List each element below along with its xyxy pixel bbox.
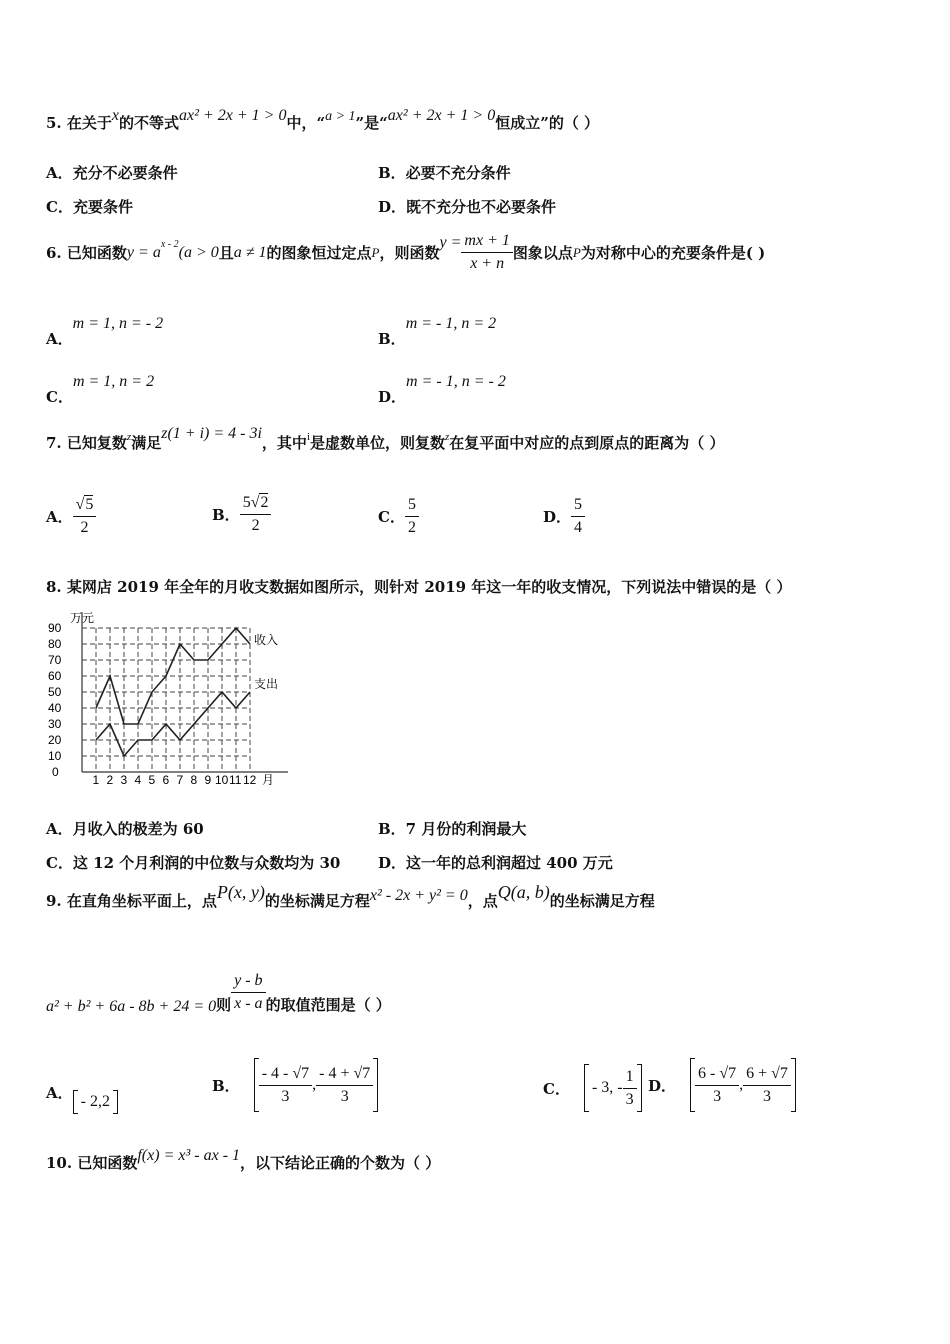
x-tick-label: 10 xyxy=(215,773,229,787)
q7-z-2: z xyxy=(445,431,450,443)
x-tick-label: 5 xyxy=(148,773,156,787)
q6-text: ，则函数 xyxy=(379,244,440,262)
q7-option-a-denominator: 2 xyxy=(80,519,89,536)
y-tick-label: 90 xyxy=(48,621,62,635)
q5-stem xyxy=(46,107,600,133)
x-tick-label: 8 xyxy=(190,773,198,787)
q9-option-c-interval xyxy=(584,1064,642,1112)
q6-y: y = xyxy=(439,233,462,251)
q9-option-c[interactable] xyxy=(543,1064,642,1112)
q6-option-d-value: m = - 1, n = - 2 xyxy=(406,373,506,390)
q9-option-a-label: A． xyxy=(46,1083,73,1102)
q9-option-b-den-2: 3 xyxy=(340,1087,349,1105)
q7-text: ，其中 xyxy=(261,434,307,452)
q7-stem xyxy=(46,425,725,453)
q10-text: 已知函数 xyxy=(77,1154,138,1172)
y-axis-label: 万元 xyxy=(70,611,95,625)
q7-option-b-fraction: $\frac{5√2}{2}$ xyxy=(240,494,272,535)
q5-option-b[interactable]: B．必要不充分条件 xyxy=(378,164,511,182)
q9-text: 的坐标满足方程 xyxy=(549,892,655,910)
q9-text: 的坐标满足方程 xyxy=(264,892,370,910)
q5-option-a[interactable]: A．充分不必要条件 xyxy=(46,164,178,182)
q7-text: 已知复数 xyxy=(66,434,127,452)
q5-condition: a > 1 xyxy=(325,109,356,124)
q6-condition-2: a ≠ 1 xyxy=(233,243,267,261)
q8-option-c[interactable]: C．这 12 个月利润的中位数与众数均为 30 xyxy=(46,854,341,872)
q9-point-p: P(x, y) xyxy=(216,882,265,902)
q7-option-c[interactable] xyxy=(378,496,419,537)
q10-function: f(x) = x³ - ax - 1 xyxy=(137,1147,241,1164)
q10-text: ，以下结论正确的个数为（ ） xyxy=(240,1154,441,1172)
q6-function: y = a xyxy=(126,243,161,261)
x-tick-label: 6 xyxy=(162,773,170,787)
q8-option-a[interactable]: A．月收入的极差为 60 xyxy=(46,820,204,838)
q6-fraction-denominator: x + n xyxy=(470,255,505,272)
q6-stem xyxy=(46,232,765,273)
q7-option-b-denominator: 2 xyxy=(251,517,260,534)
q7-option-b-radicand: 2 xyxy=(260,494,269,511)
q5-var: x xyxy=(111,107,120,124)
q7-option-b[interactable] xyxy=(212,494,271,535)
q9-option-d-interval: $\frac{6 - √7}{3}$ , $\frac{6 + √7}{3}$ xyxy=(690,1058,796,1112)
q6-option-c-label: C． xyxy=(46,388,73,406)
q5-inequality-2: ax² + 2x + 1 > 0 xyxy=(387,107,496,124)
q9-text: 的取值范围是（ ） xyxy=(265,996,391,1014)
q9-option-a[interactable] xyxy=(46,1080,118,1110)
q6-option-a-value: m = 1, n = - 2 xyxy=(72,315,164,332)
q5-option-c[interactable]: C．充要条件 xyxy=(46,198,133,216)
q9-option-b-interval: $\frac{- 4 - √7}{3}$ , $\frac{- 4 + √7}{3}$ xyxy=(254,1058,379,1112)
q7-text: 是虚数单位，则复数 xyxy=(310,434,446,452)
q7-text: 在复平面中对应的点到原点的距离为（ ） xyxy=(449,434,725,452)
q6-option-c-value: m = 1, n = 2 xyxy=(72,373,155,390)
q9-fraction xyxy=(231,972,265,1013)
q9-equation-1: x² - 2x + y² = 0 xyxy=(369,887,468,904)
q7-option-c-fraction xyxy=(405,496,419,537)
x-tick-label: 9 xyxy=(204,773,212,787)
q7-option-d-denominator: 4 xyxy=(574,519,583,536)
q6-option-b[interactable] xyxy=(378,312,497,348)
q6-option-a-label: A． xyxy=(46,330,73,348)
q8-number: 8. xyxy=(46,578,62,596)
q6-option-a[interactable] xyxy=(46,312,164,348)
q5-text: 的不等式 xyxy=(119,114,180,132)
y-tick-label: 50 xyxy=(48,685,62,699)
q6-option-d-label: D． xyxy=(378,388,407,406)
q6-point: P xyxy=(371,244,380,260)
q9-option-d-num-2: 6 + √7 xyxy=(743,1065,791,1086)
q9-point-q: Q(a, b) xyxy=(497,882,550,902)
q6-text: 图象以点 xyxy=(512,244,573,262)
q6-option-c[interactable] xyxy=(46,370,155,406)
q9-option-d-den-2: 3 xyxy=(763,1087,772,1105)
q6-exponent: x - 2 xyxy=(160,239,179,250)
q5-text: 恒成立”的（ ） xyxy=(495,114,600,132)
y-tick-label: 70 xyxy=(48,653,62,667)
q6-option-d[interactable] xyxy=(378,370,506,406)
q9-option-c-label: C． xyxy=(543,1079,570,1098)
q9-option-a-interval xyxy=(73,1090,118,1114)
series-label: 支出 xyxy=(254,677,279,691)
q6-option-b-label: B． xyxy=(378,330,406,348)
q9-option-c-denominator: 3 xyxy=(625,1090,634,1108)
q9-number: 9. xyxy=(46,892,62,910)
q9-option-d-den-1: 3 xyxy=(713,1087,722,1105)
q7-number: 7. xyxy=(46,434,62,452)
q6-fraction xyxy=(461,232,512,273)
q7-option-c-numerator: 5 xyxy=(405,496,419,517)
q6-point-2: P xyxy=(572,244,581,260)
x-tick-label: 7 xyxy=(176,773,184,787)
y-tick-label: 20 xyxy=(48,733,62,747)
q9-option-b[interactable] xyxy=(212,1058,378,1112)
q7-option-c-denominator: 2 xyxy=(407,519,416,536)
q6-text: 的图象恒过定点 xyxy=(266,244,372,262)
q9-option-d-num-1: 6 - √7 xyxy=(695,1065,739,1086)
y-tick-label: 60 xyxy=(48,669,62,683)
q9-fraction-denominator: x - a xyxy=(234,995,263,1012)
q7-i: i xyxy=(306,431,310,443)
q6-text: 已知函数 xyxy=(66,244,127,262)
q7-option-d-label: D． xyxy=(543,508,572,526)
q6-text: 为对称中心的充要条件是( ) xyxy=(580,244,766,262)
q7-option-a-numerator: 5 xyxy=(85,496,94,513)
q9-option-b-num-1: - 4 - √7 xyxy=(259,1065,312,1086)
q6-number: 6. xyxy=(46,243,62,262)
q9-stem-2 xyxy=(46,972,391,1013)
q6-fraction-numerator: mx + 1 xyxy=(461,232,512,253)
q7-option-d[interactable] xyxy=(543,496,585,537)
q9-option-c-numerator: 1 xyxy=(623,1068,637,1089)
x-tick-label: 11 xyxy=(229,773,242,787)
q7-option-a[interactable] xyxy=(46,496,96,537)
q9-option-a-value: - 2,2 xyxy=(80,1093,110,1110)
x-tick-label: 4 xyxy=(134,773,142,787)
q9-stem xyxy=(46,882,655,911)
q5-option-d[interactable]: D．既不充分也不必要条件 xyxy=(378,198,557,216)
y-tick-label: 40 xyxy=(48,701,62,715)
q7-option-d-numerator: 5 xyxy=(571,496,585,517)
q7-option-c-label: C． xyxy=(378,508,405,526)
q9-option-b-label: B． xyxy=(212,1076,240,1095)
q9-option-b-num-2: - 4 + √7 xyxy=(316,1065,373,1086)
q9-equation-2: a² + b² + 6a - 8b + 24 = 0 xyxy=(46,997,217,1015)
q10-stem xyxy=(46,1147,441,1173)
x-axis-label: 月 xyxy=(262,773,275,787)
q9-option-b-den-1: 3 xyxy=(281,1087,290,1105)
q8-option-d[interactable]: D．这一年的总利润超过 400 万元 xyxy=(378,854,613,872)
q9-text: 在直角坐标平面上，点 xyxy=(66,892,217,910)
q8-income-expense-chart xyxy=(40,604,290,788)
y-tick-label: 80 xyxy=(48,637,62,651)
q10-number: 10. xyxy=(46,1154,73,1172)
y-tick-label: 30 xyxy=(48,717,62,731)
x-tick-label: 12 xyxy=(243,773,257,787)
q8-option-b[interactable]: B．7 月份的利润最大 xyxy=(378,820,527,838)
q9-text: 则 xyxy=(216,996,232,1014)
y-tick-label: 10 xyxy=(48,749,62,763)
q8-stem xyxy=(46,576,792,597)
q5-text: 中，“ xyxy=(286,114,326,132)
q7-option-b-label: B． xyxy=(212,506,240,524)
q5-inequality: ax² + 2x + 1 > 0 xyxy=(179,107,287,124)
q7-option-d-fraction xyxy=(571,496,585,537)
q7-option-a-label: A． xyxy=(46,508,73,526)
q7-z: z xyxy=(126,431,132,443)
q7-option-b-coef: 5 xyxy=(242,494,251,511)
q6-text: 且 xyxy=(218,244,234,262)
chart-grid xyxy=(82,628,250,772)
series-label: 收入 xyxy=(254,633,279,647)
x-tick-label: 2 xyxy=(106,773,114,787)
y-tick-origin: 0 xyxy=(52,765,59,779)
q6-option-b-value: m = - 1, n = 2 xyxy=(405,315,497,332)
x-tick-label: 3 xyxy=(120,773,128,787)
q5-number: 5. xyxy=(46,114,62,132)
q7-text: 满足 xyxy=(131,434,162,452)
q9-text: ，点 xyxy=(467,892,498,910)
q7-equation: z(1 + i) = 4 - 3i xyxy=(161,425,262,442)
q5-text: 在关于 xyxy=(66,114,112,132)
q9-option-d-label: D． xyxy=(648,1076,677,1095)
q8-text: 某网店 2019 年全年的月收支数据如图所示，则针对 2019 年这一年的收支情况，下列说法中错误的是（ ） xyxy=(66,578,792,596)
q5-text: ”是“ xyxy=(355,114,388,132)
q9-option-c-left: - 3, - xyxy=(591,1079,623,1096)
q9-fraction-numerator: y - b xyxy=(231,972,265,993)
q6-condition: (a > 0 xyxy=(178,243,219,261)
q9-option-d[interactable] xyxy=(648,1058,796,1112)
x-tick-label: 1 xyxy=(92,773,100,787)
q7-option-a-fraction: $\frac{√5}{2}$ xyxy=(73,496,97,537)
